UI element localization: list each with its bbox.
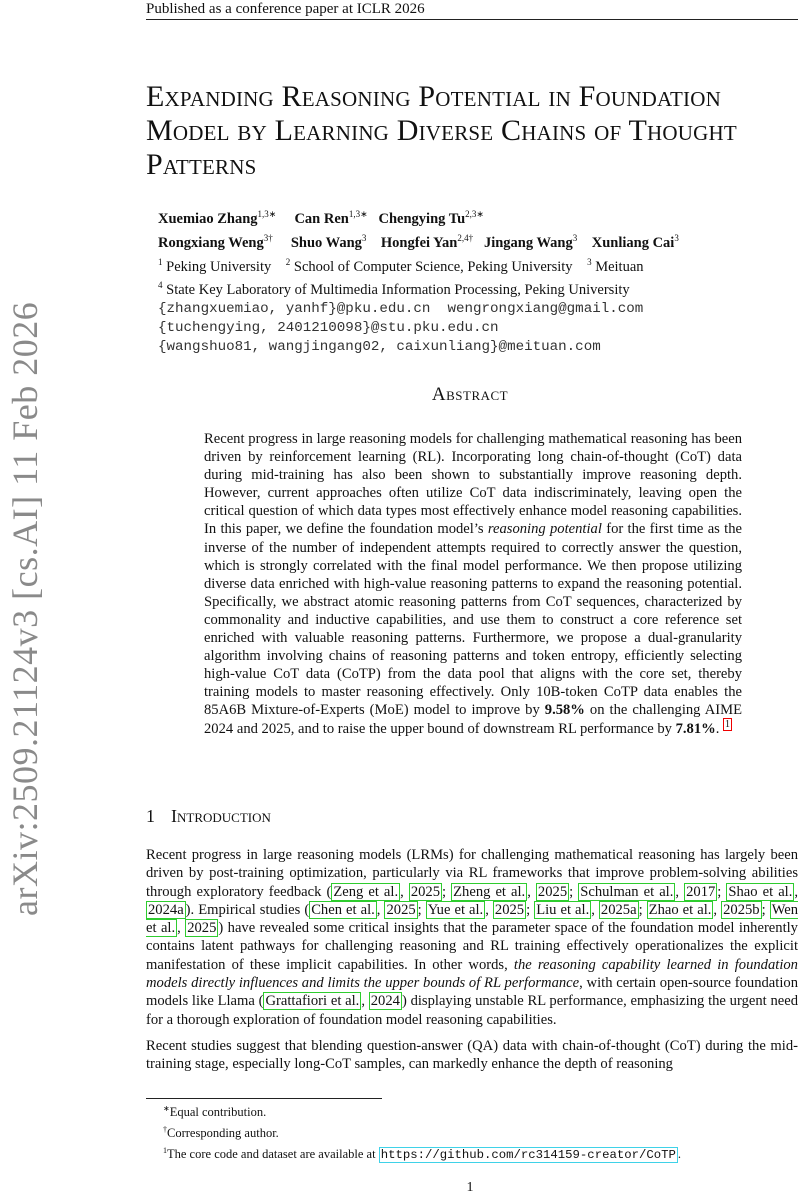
section-heading: 1 Introduction — [146, 806, 271, 826]
citation-link[interactable]: Shao et al. — [728, 883, 793, 900]
author-line-2: Rongxiang Weng$^{3\dagger}$ Shuo Wang$^3$ Hongfei Yan$^{2,4\dagger}$ Jingang Wang$^3$ Xunliang Cai$^3$ — [158, 232, 679, 251]
citation-link[interactable]: Wen et al. — [146, 901, 798, 937]
citation-link[interactable]: Chen et al. — [311, 901, 375, 918]
introduction-body — [146, 846, 798, 1082]
author-name: Xuemiao Zhang — [158, 210, 258, 227]
affiliation-line-2: $^4$ State Key Laboratory of Multimedia Information Processing, Peking University — [158, 280, 630, 299]
footnote: †Corresponding author. — [163, 1125, 279, 1141]
citation-link[interactable]: Yue et al. — [427, 901, 484, 918]
author-name: Jingang Wang — [483, 234, 573, 251]
author-name: Can Ren — [294, 210, 349, 227]
citation-link[interactable]: Schulman et al. — [580, 883, 674, 900]
citation-link[interactable]: 2024a — [148, 901, 184, 918]
paragraph: Recent studies suggest that blending question-answer (QA) data with chain-of-thought (CoT) during the mid-training stage, especially long-CoT samples, can markedly enhance the depth of reasoning — [146, 1037, 798, 1073]
citation-link[interactable]: 2024 — [370, 993, 400, 1010]
abstract-body: Recent progress in large reasoning models for challenging mathematical reasoning has been driven by reinforcement learning (RL). Incorporating long chain-of-thought (CoT) data during mid-training has also been shown to substantially improve reasoning depth. However, current approaches often utilize CoT data indiscriminately, leaving open the critical question of which data types most effectively enhance model reasoning capabilities. In this paper, we define the foundation model’s reasoning potential for the first time as the inverse of the number of independent attempts required to correctly answer the question, which is strongly correlated with the final model performance. We then propose utilizing diverse data enriched with high-value reasoning patterns to expand the reasoning potential. Specifically, we abstract atomic reasoning patterns from CoT sequences, characterized by commonality and inductive capabilities, and use them to construct a core reference set enriched with valuable reasoning patterns. Furthermore, we propose a dual-granularity algorithm involving chains of reasoning patterns and token entropy, efficiently selecting high-value CoT data (CoTP) from the data pool that aligns with the core set, thereby training models to master reasoning effectively. Only 10B-token CoTP data enables the 85A6B Mixture-of-Experts (MoE) model to improve by 9.58% on the challenging AIME 2024 and 2025, and to raise the upper bound of downstream RL performance by 7.81%. $^1$ — [204, 431, 742, 737]
citation-link[interactable]: Zeng et al. — [333, 883, 399, 900]
paragraph: Recent progress in large reasoning models (LRMs) for challenging mathematical reasoning has largely been driven by post-training optimization, particularly via RL frameworks that improve problem-solving abilities through exploratory feedback ( Zeng et al. , 2025 ; Zheng et al. , 2025 ; Schulman et al. , 2017 ; Shao et al. , 2024a ). Empirical studies ( Chen et al. , 2025 ; Yue et al. , 2025 ; Liu et al. , 2025a ; Zhao et al. , 2025b ; Wen et al. , 2025 ) have revealed some critical insights that the parameter space of the foundation model inherently contains latent pathways for challenging reasoning and RL training effectively operationalizes the explicit manifestation of these implicit capabilities. In other words, the reasoning capability learned in foundation models directly influences and limits the upper bounds of RL performance, with certain open-source foundation models like Llama ( Grattafiori et al. , 2024 ) displaying unstable RL performance, emphasizing the urgent need for a thorough exploration of foundation model reasoning capabilities. — [146, 847, 798, 1028]
citation-link[interactable]: 2025 — [410, 883, 441, 900]
github-url-link[interactable]: https://github.com/rc314159-creator/CoTP — [380, 1148, 676, 1163]
author-name: Shuo Wang — [290, 234, 362, 251]
citation-link[interactable]: 2017 — [686, 883, 716, 900]
author-block — [158, 205, 798, 357]
affiliation-line-1: $^1$ Peking University $^2$ School of Computer Science, Peking University $^3$ Meituan — [158, 256, 644, 275]
citation-link[interactable]: 2025a — [600, 901, 637, 918]
footnote-link[interactable]: 1 — [725, 718, 731, 730]
abstract-heading: Abstract — [431, 384, 509, 405]
citation-link[interactable]: Grattafiori et al. — [265, 993, 360, 1010]
page-number: 1 — [466, 1180, 474, 1195]
citation-link[interactable]: 2025 — [187, 920, 217, 937]
author-name: Xunliang Cai — [591, 234, 675, 251]
citation-link[interactable]: 2025 — [494, 901, 525, 918]
email-line: {zhangxuemiao, yanhf}@pku.edu.cn wengrongxiang@gmail.com — [158, 301, 644, 318]
author-name: Chengying Tu — [378, 210, 466, 227]
citation-link[interactable]: 2025 — [537, 883, 568, 900]
author-line-1: Xuemiao Zhang$^{1,3∗}$ Can Ren$^{1,3∗}$ Chengying $Tu^{2,3∗}$ — [158, 209, 484, 227]
citation-link[interactable]: 2025 — [386, 901, 416, 918]
footnote: $^1$The core code and dataset are available at https://github.com/rc314159-creator/CoTP . — [163, 1146, 681, 1163]
arxiv-stamp: arXiv:2509.21124v3 [cs.AI] 11 Feb 2026 — [5, 301, 45, 916]
footnote-rule — [146, 1098, 382, 1099]
citation-link[interactable]: 2025b — [723, 901, 760, 918]
footnote: ∗Equal contribution. — [163, 1104, 267, 1120]
citation-link[interactable]: Liu et al. — [536, 901, 590, 918]
running-header: Published as a conference paper at ICLR 2026 — [146, 0, 798, 20]
author-name: Rongxiang Weng — [158, 234, 264, 251]
footnotes — [163, 1100, 798, 1164]
citation-link[interactable]: Zheng et al. — [453, 883, 526, 900]
citation-link[interactable]: Zhao et al. — [648, 901, 712, 918]
paper-title: Expanding Reasoning Potential in Foundation Model by Learning Diverse Chains of Thought Patterns — [146, 80, 737, 181]
email-line: {tuchengying, 2401210098}@stu.pku.edu.cn — [158, 320, 499, 337]
email-line: {wangshuo81, wangjingang02, caixunliang}@meituan.com — [158, 339, 601, 356]
author-name: Hongfei Yan — [380, 234, 458, 251]
